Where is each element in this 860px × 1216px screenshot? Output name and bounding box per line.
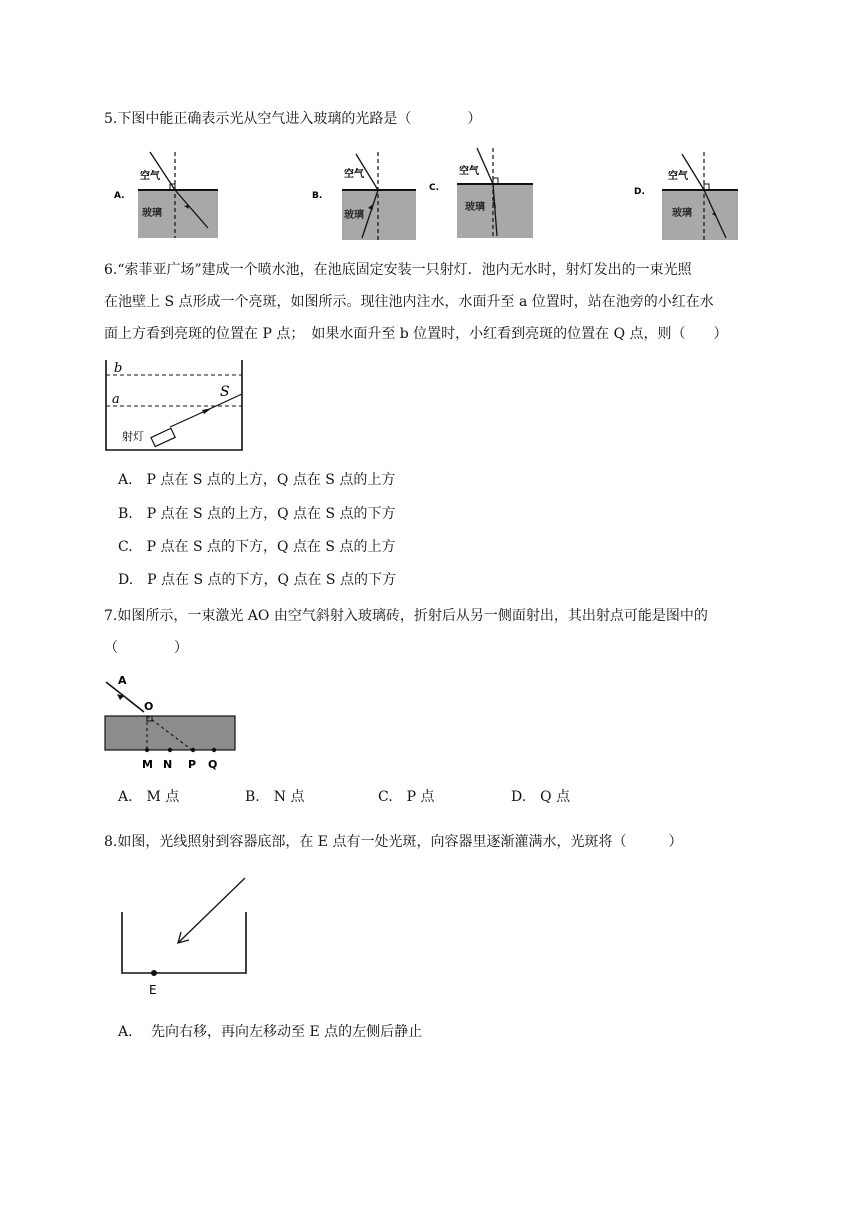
air-label: 空气 [140,171,160,182]
level-b-label: b [114,361,123,376]
q6-option-d[interactable]: D. P 点在 S 点的下方，Q 点在 S 点的下方 [118,572,396,588]
glass-label: 玻璃 [465,202,485,213]
glass-label: 玻璃 [344,210,364,221]
q7-option-a[interactable]: A. M 点 [118,789,180,805]
question-8-stem: 8.如图，光线照射到容器底部，在 E 点有一处光斑，向容器里逐渐灌满水，光斑将（ ） [104,834,683,850]
option-letter: D. [634,187,645,197]
question-6-line-3: 面上方看到亮斑的位置在 P 点； 如果水面升至 b 位置时，小红看到亮斑的位置在 Q 点，则（ ） [104,326,728,342]
question-7-line-1: 7.如图所示，一束激光 AO 由空气斜射入玻璃砖，折射后从另一侧面射出，其出射点可能是图中的 [104,608,708,624]
q6-pool-figure [100,356,250,456]
lamp-label: 射灯 [122,430,144,443]
glass-label: 玻璃 [672,208,692,219]
q5-figure-a [112,148,222,242]
q7-option-c[interactable]: C. P 点 [378,789,435,805]
q5-figure-d [632,148,742,242]
point-e-label: E [149,983,157,997]
question-5-stem: 5.下图中能正确表示光从空气进入玻璃的光路是（ ） [104,111,482,127]
air-label: 空气 [344,169,364,180]
question-7-line-2: （ ） [104,640,188,656]
q5-figure-c [425,144,540,240]
option-letter: C. [429,183,440,193]
point-m-label: M [142,758,153,771]
q8-option-a[interactable]: A. 先向右移，再向左移动至 E 点的左侧后静止 [118,1024,423,1040]
q7-option-b[interactable]: B. N 点 [245,789,305,805]
option-letter: B. [312,191,323,201]
q8-container-figure [115,872,255,1000]
q6-option-b[interactable]: B. P 点在 S 点的上方，Q 点在 S 点的下方 [118,506,396,522]
q5-figure-b [310,148,420,242]
air-label: 空气 [459,166,479,177]
point-p-label: P [188,758,197,771]
q6-option-a[interactable]: A. P 点在 S 点的上方，Q 点在 S 点的上方 [118,472,396,488]
point-s-label: S [220,384,230,400]
question-6-line-1: 6.“索菲亚广场”建成一个喷水池，在池底固定安装一只射灯．池内无水时，射灯发出的一束光照 [104,262,692,278]
point-a-label: A [118,674,127,687]
q7-option-d[interactable]: D. Q 点 [511,789,571,805]
q6-option-c[interactable]: C. P 点在 S 点的下方，Q 点在 S 点的上方 [118,539,396,555]
q7-glass-block-figure [100,670,245,774]
point-q-label: Q [208,758,218,771]
point-n-label: N [163,758,173,771]
level-a-label: a [112,392,120,407]
option-letter: A. [114,191,125,201]
point-o-label: O [144,700,154,713]
question-6-line-2: 在池壁上 S 点形成一个亮斑，如图所示。现往池内注水，水面升至 a 位置时，站在池旁的小红在水 [104,294,714,310]
air-label: 空气 [668,171,688,182]
glass-label: 玻璃 [142,208,162,219]
